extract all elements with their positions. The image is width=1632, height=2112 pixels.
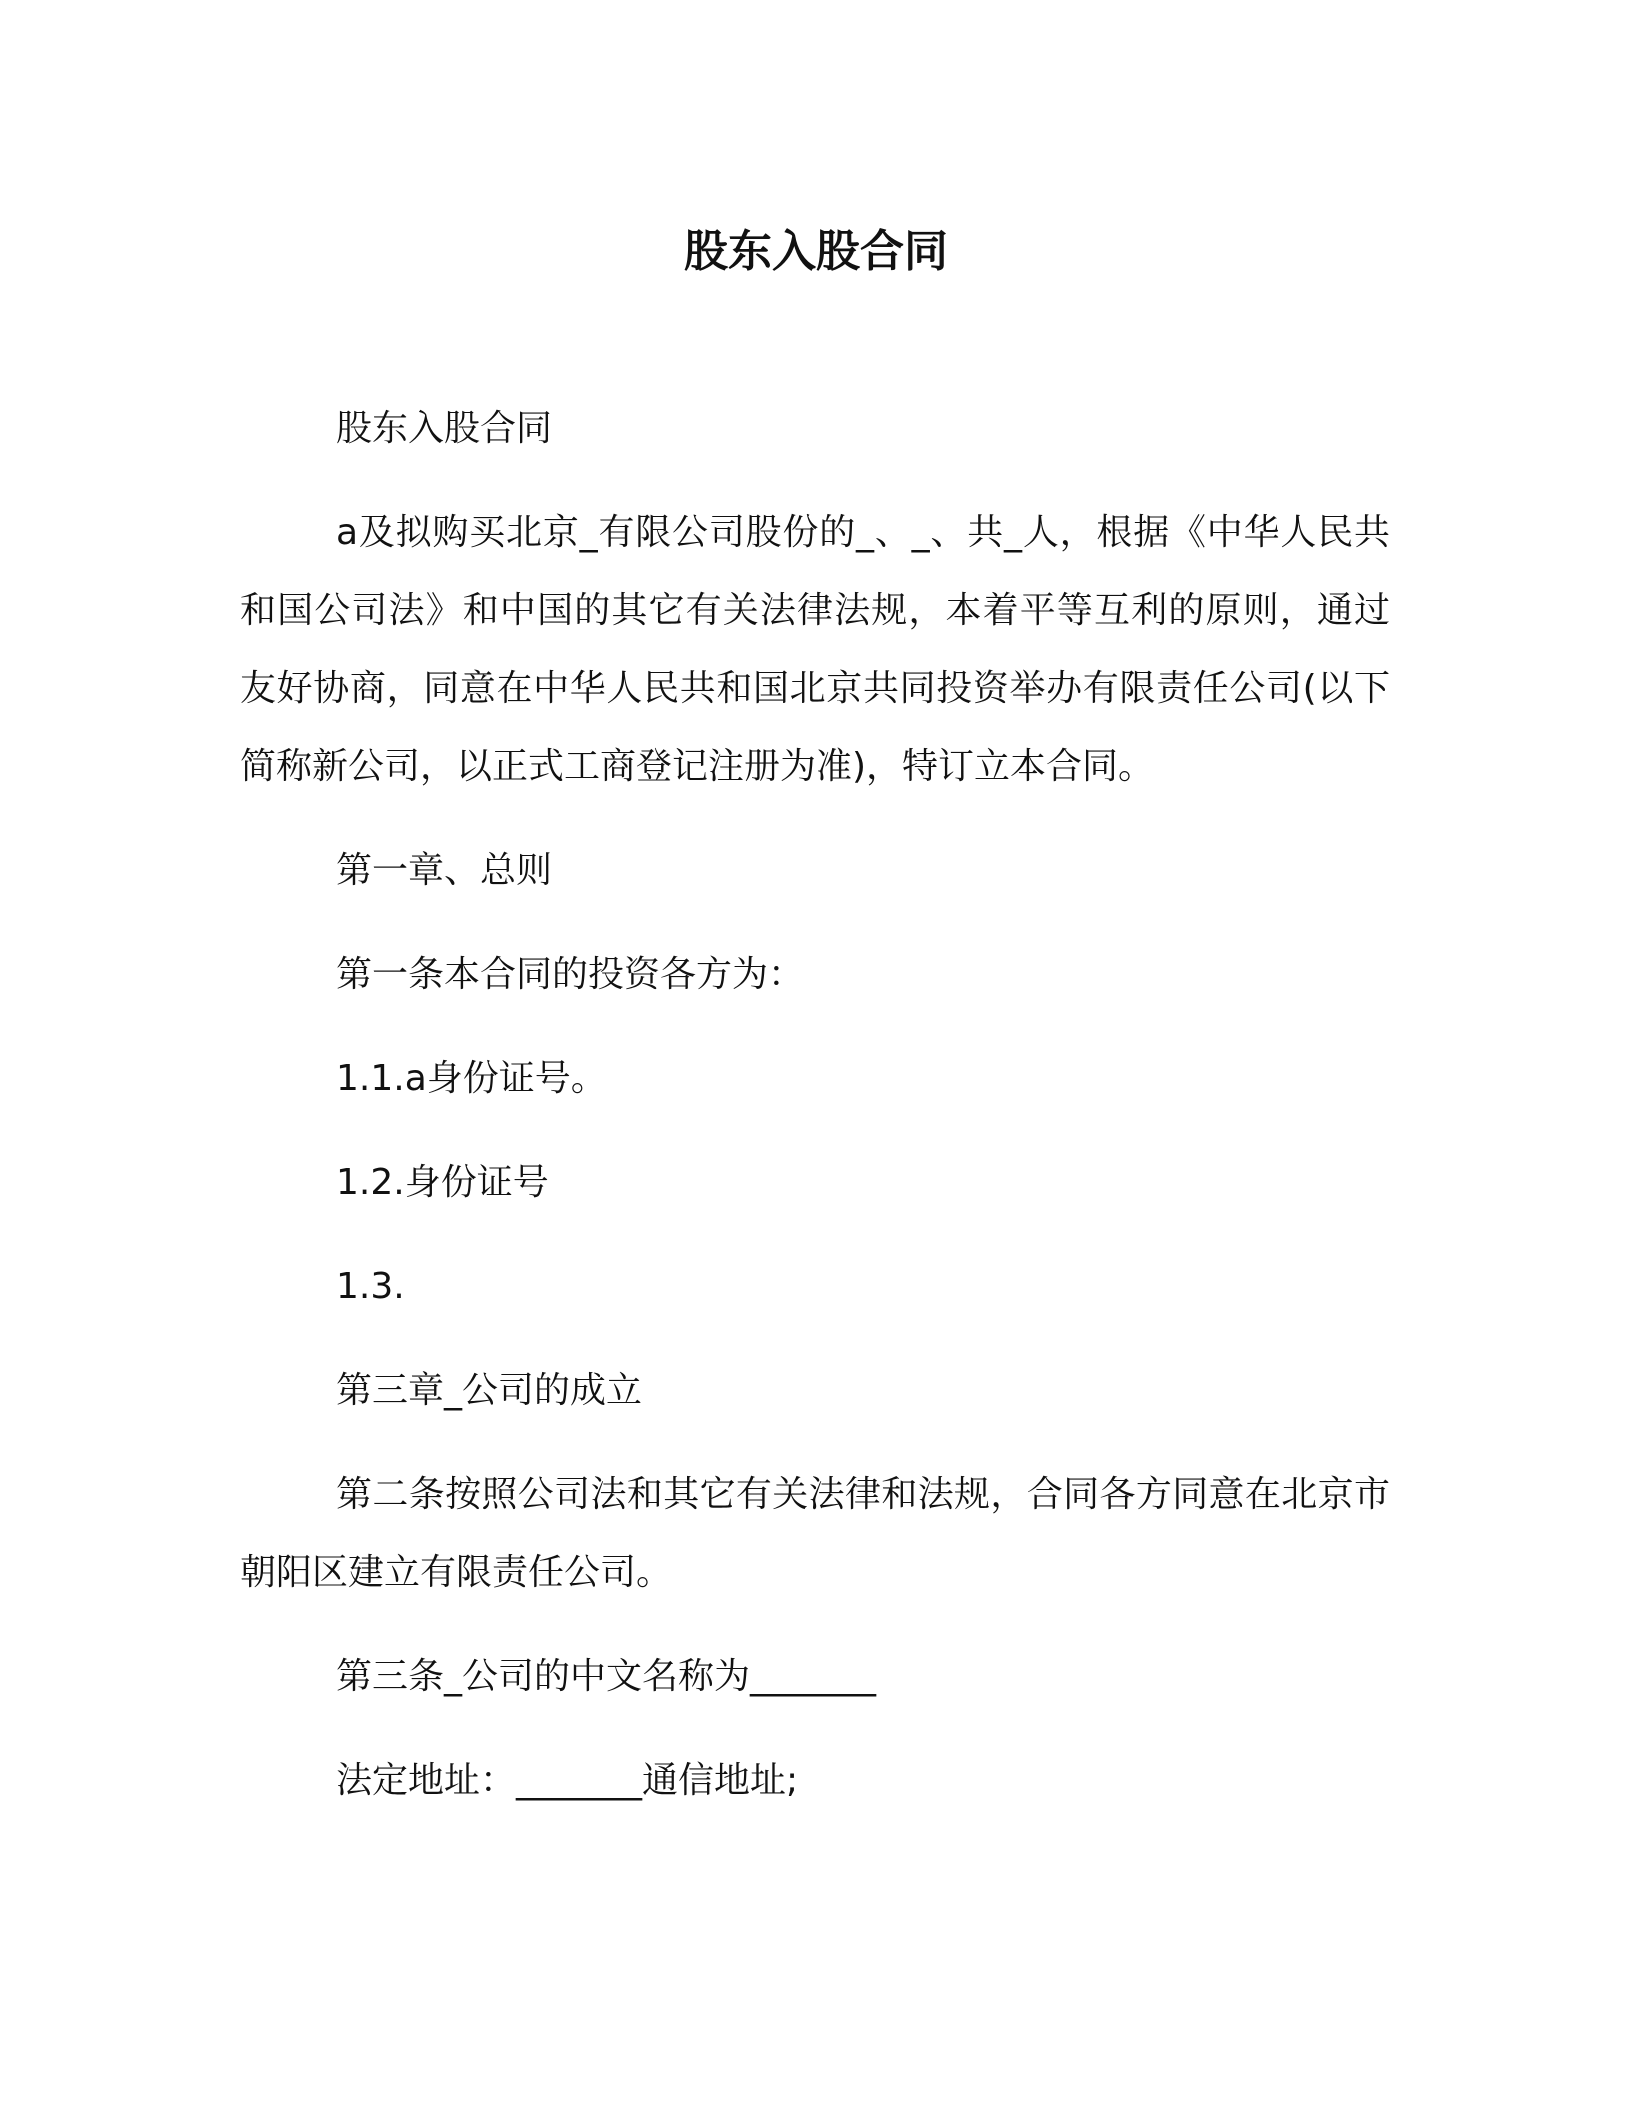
article-3: 第三条_公司的中文名称为_______	[336, 1656, 877, 1697]
investor-1-1: 1.1.a身份证号。	[336, 1058, 607, 1099]
chapter-3-heading: 第三章_公司的成立	[336, 1370, 643, 1411]
chapter-1-heading: 第一章、总则	[336, 850, 553, 891]
contract-heading: 股东入股合同	[336, 408, 553, 449]
address-line: 法定地址：_______通信地址;	[336, 1760, 799, 1801]
investor-1-3: 1.3.	[336, 1266, 405, 1307]
document-body	[240, 390, 1390, 1846]
investor-1-2: 1.2.身份证号	[336, 1162, 549, 1203]
article-1: 第一条本合同的投资各方为：	[336, 954, 805, 995]
article-2: 第二条按照公司法和其它有关法律和法规，合同各方同意在北京市朝阳区建立有限责任公司。	[240, 1474, 1390, 1593]
preamble-paragraph: a及拟购买北京_有限公司股份的_、_、共_人，根据《中华人民共和国公司法》和中国的其它有关法律法规，本着平等互利的原则，通过友好协商，同意在中华人民共和国北京共同投资举办有限责任公司(以下简称新公司，以正式工商登记注册为准)，特订立本合同。	[240, 512, 1390, 787]
document-title: 股东入股合同	[684, 226, 948, 277]
